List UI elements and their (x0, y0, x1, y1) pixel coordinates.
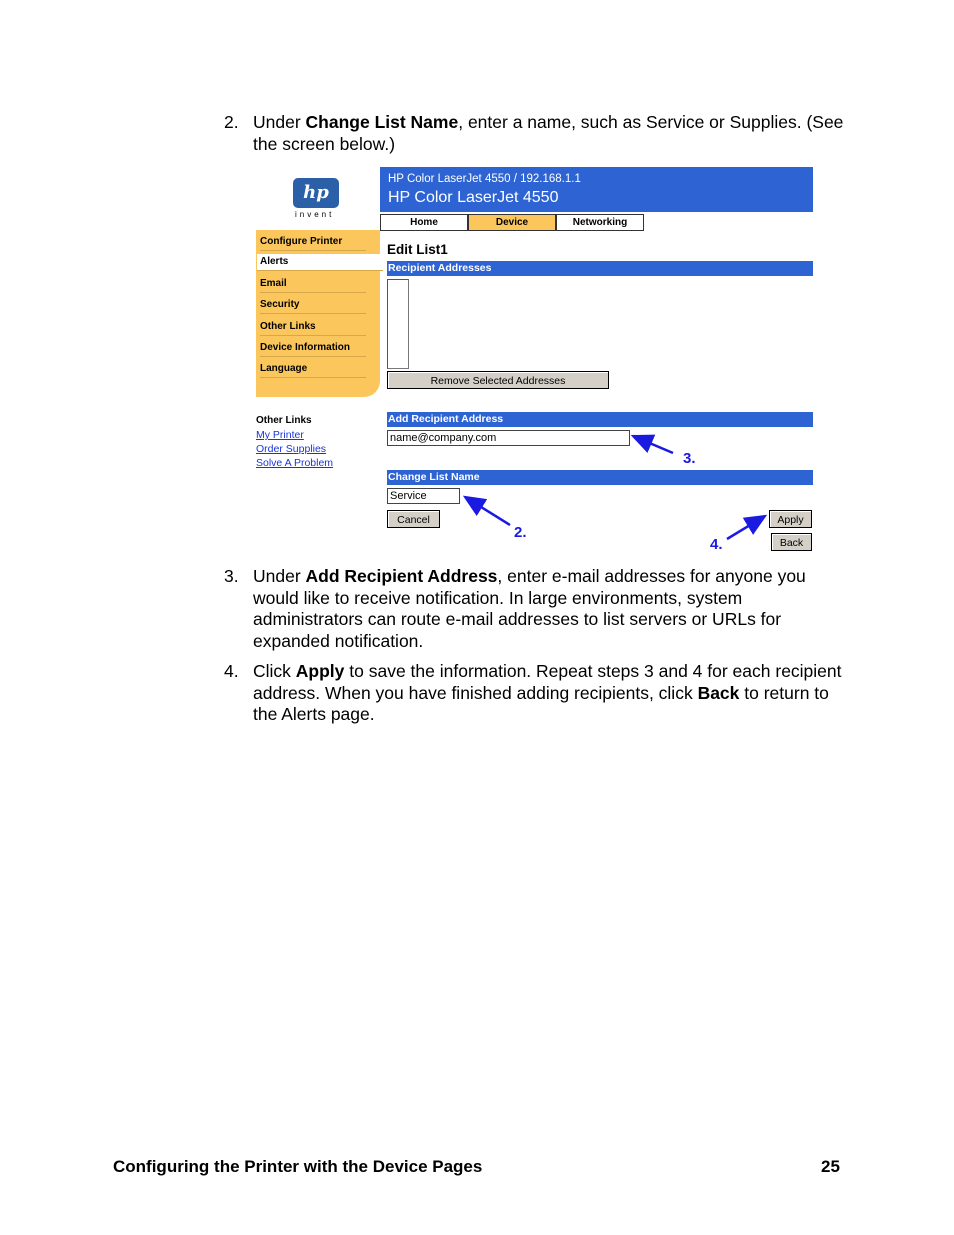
step-number: 4. (224, 661, 239, 681)
callout-arrows (255, 166, 815, 558)
step-text-mid: to save the information. Repeat steps 3 and 4 for each recipient address. When you have finished adding recipients, click (253, 661, 842, 703)
link-order-supplies[interactable]: Order Supplies (256, 443, 327, 455)
change-list-name-input[interactable]: Service (387, 488, 460, 504)
step-text-post: to return to the Alerts page. (253, 682, 829, 725)
add-recipient-input[interactable]: name@company.com (387, 430, 630, 446)
step-text-post: , enter e-mail addresses for anyone you would like to receive notification. In large environments, system administrators can route e-mail addresses to list servers or URLs for expanded notification. (253, 566, 806, 652)
step-3 (224, 566, 844, 653)
back-button[interactable]: Back (771, 533, 812, 551)
tab-home[interactable]: Home (380, 214, 468, 231)
recipient-addresses-bar: Recipient Addresses (387, 261, 813, 276)
arrow-3 (633, 436, 673, 453)
step-text-pre: Click (253, 661, 296, 681)
callout-3: 3. (683, 450, 696, 467)
callout-2: 2. (514, 524, 527, 541)
remove-selected-button[interactable]: Remove Selected Addresses (387, 371, 609, 389)
step-bold-2: Back (697, 682, 740, 703)
callout-4: 4. (710, 536, 723, 553)
step-text-pre: Under (253, 112, 306, 132)
step-bold: Apply (295, 661, 345, 681)
sidebar-item-language[interactable]: Language (260, 361, 366, 378)
step-text-pre: Under (253, 566, 306, 586)
tab-networking[interactable]: Networking (556, 214, 644, 231)
page-title: Edit List1 (387, 242, 448, 257)
sidebar-item-other-links[interactable]: Other Links (260, 319, 366, 336)
sidebar-item-alerts[interactable]: Alerts (257, 254, 383, 271)
embedded-screenshot (255, 166, 815, 558)
step-2 (224, 112, 844, 155)
page-number: 25 (821, 1157, 840, 1176)
step-number: 2. (224, 112, 239, 132)
arrow-4 (727, 516, 765, 539)
header-subtitle: HP Color LaserJet 4550 / 192.168.1.1 (388, 173, 581, 185)
sidebar-item-device-information[interactable]: Device Information (260, 340, 366, 357)
link-my-printer[interactable]: My Printer (256, 429, 304, 441)
step-number: 3. (224, 566, 239, 586)
logo-tagline: invent (295, 210, 335, 219)
hp-logo: hp (293, 178, 339, 208)
apply-button[interactable]: Apply (769, 510, 812, 528)
add-recipient-bar: Add Recipient Address (387, 412, 813, 427)
sidebar-item-email[interactable]: Email (260, 276, 366, 293)
link-solve-a-problem[interactable]: Solve A Problem (256, 457, 334, 469)
footer-title: Configuring the Printer with the Device Pages (113, 1157, 483, 1176)
arrow-2 (465, 497, 510, 525)
header-title: HP Color LaserJet 4550 (388, 189, 559, 206)
step-4 (224, 661, 844, 726)
step-bold: Add Recipient Address (305, 566, 498, 586)
step-bold: Change List Name (305, 112, 459, 132)
other-links-title: Other Links (256, 415, 312, 426)
cancel-button[interactable]: Cancel (387, 510, 440, 528)
sidebar-item-configure-printer[interactable]: Configure Printer (260, 234, 366, 251)
change-list-name-bar: Change List Name (387, 470, 813, 485)
sidebar-item-security[interactable]: Security (260, 297, 366, 314)
tab-device[interactable]: Device (468, 214, 556, 231)
step-text-post: , enter a name, such as Service or Supplies. (See the screen below.) (253, 112, 844, 154)
